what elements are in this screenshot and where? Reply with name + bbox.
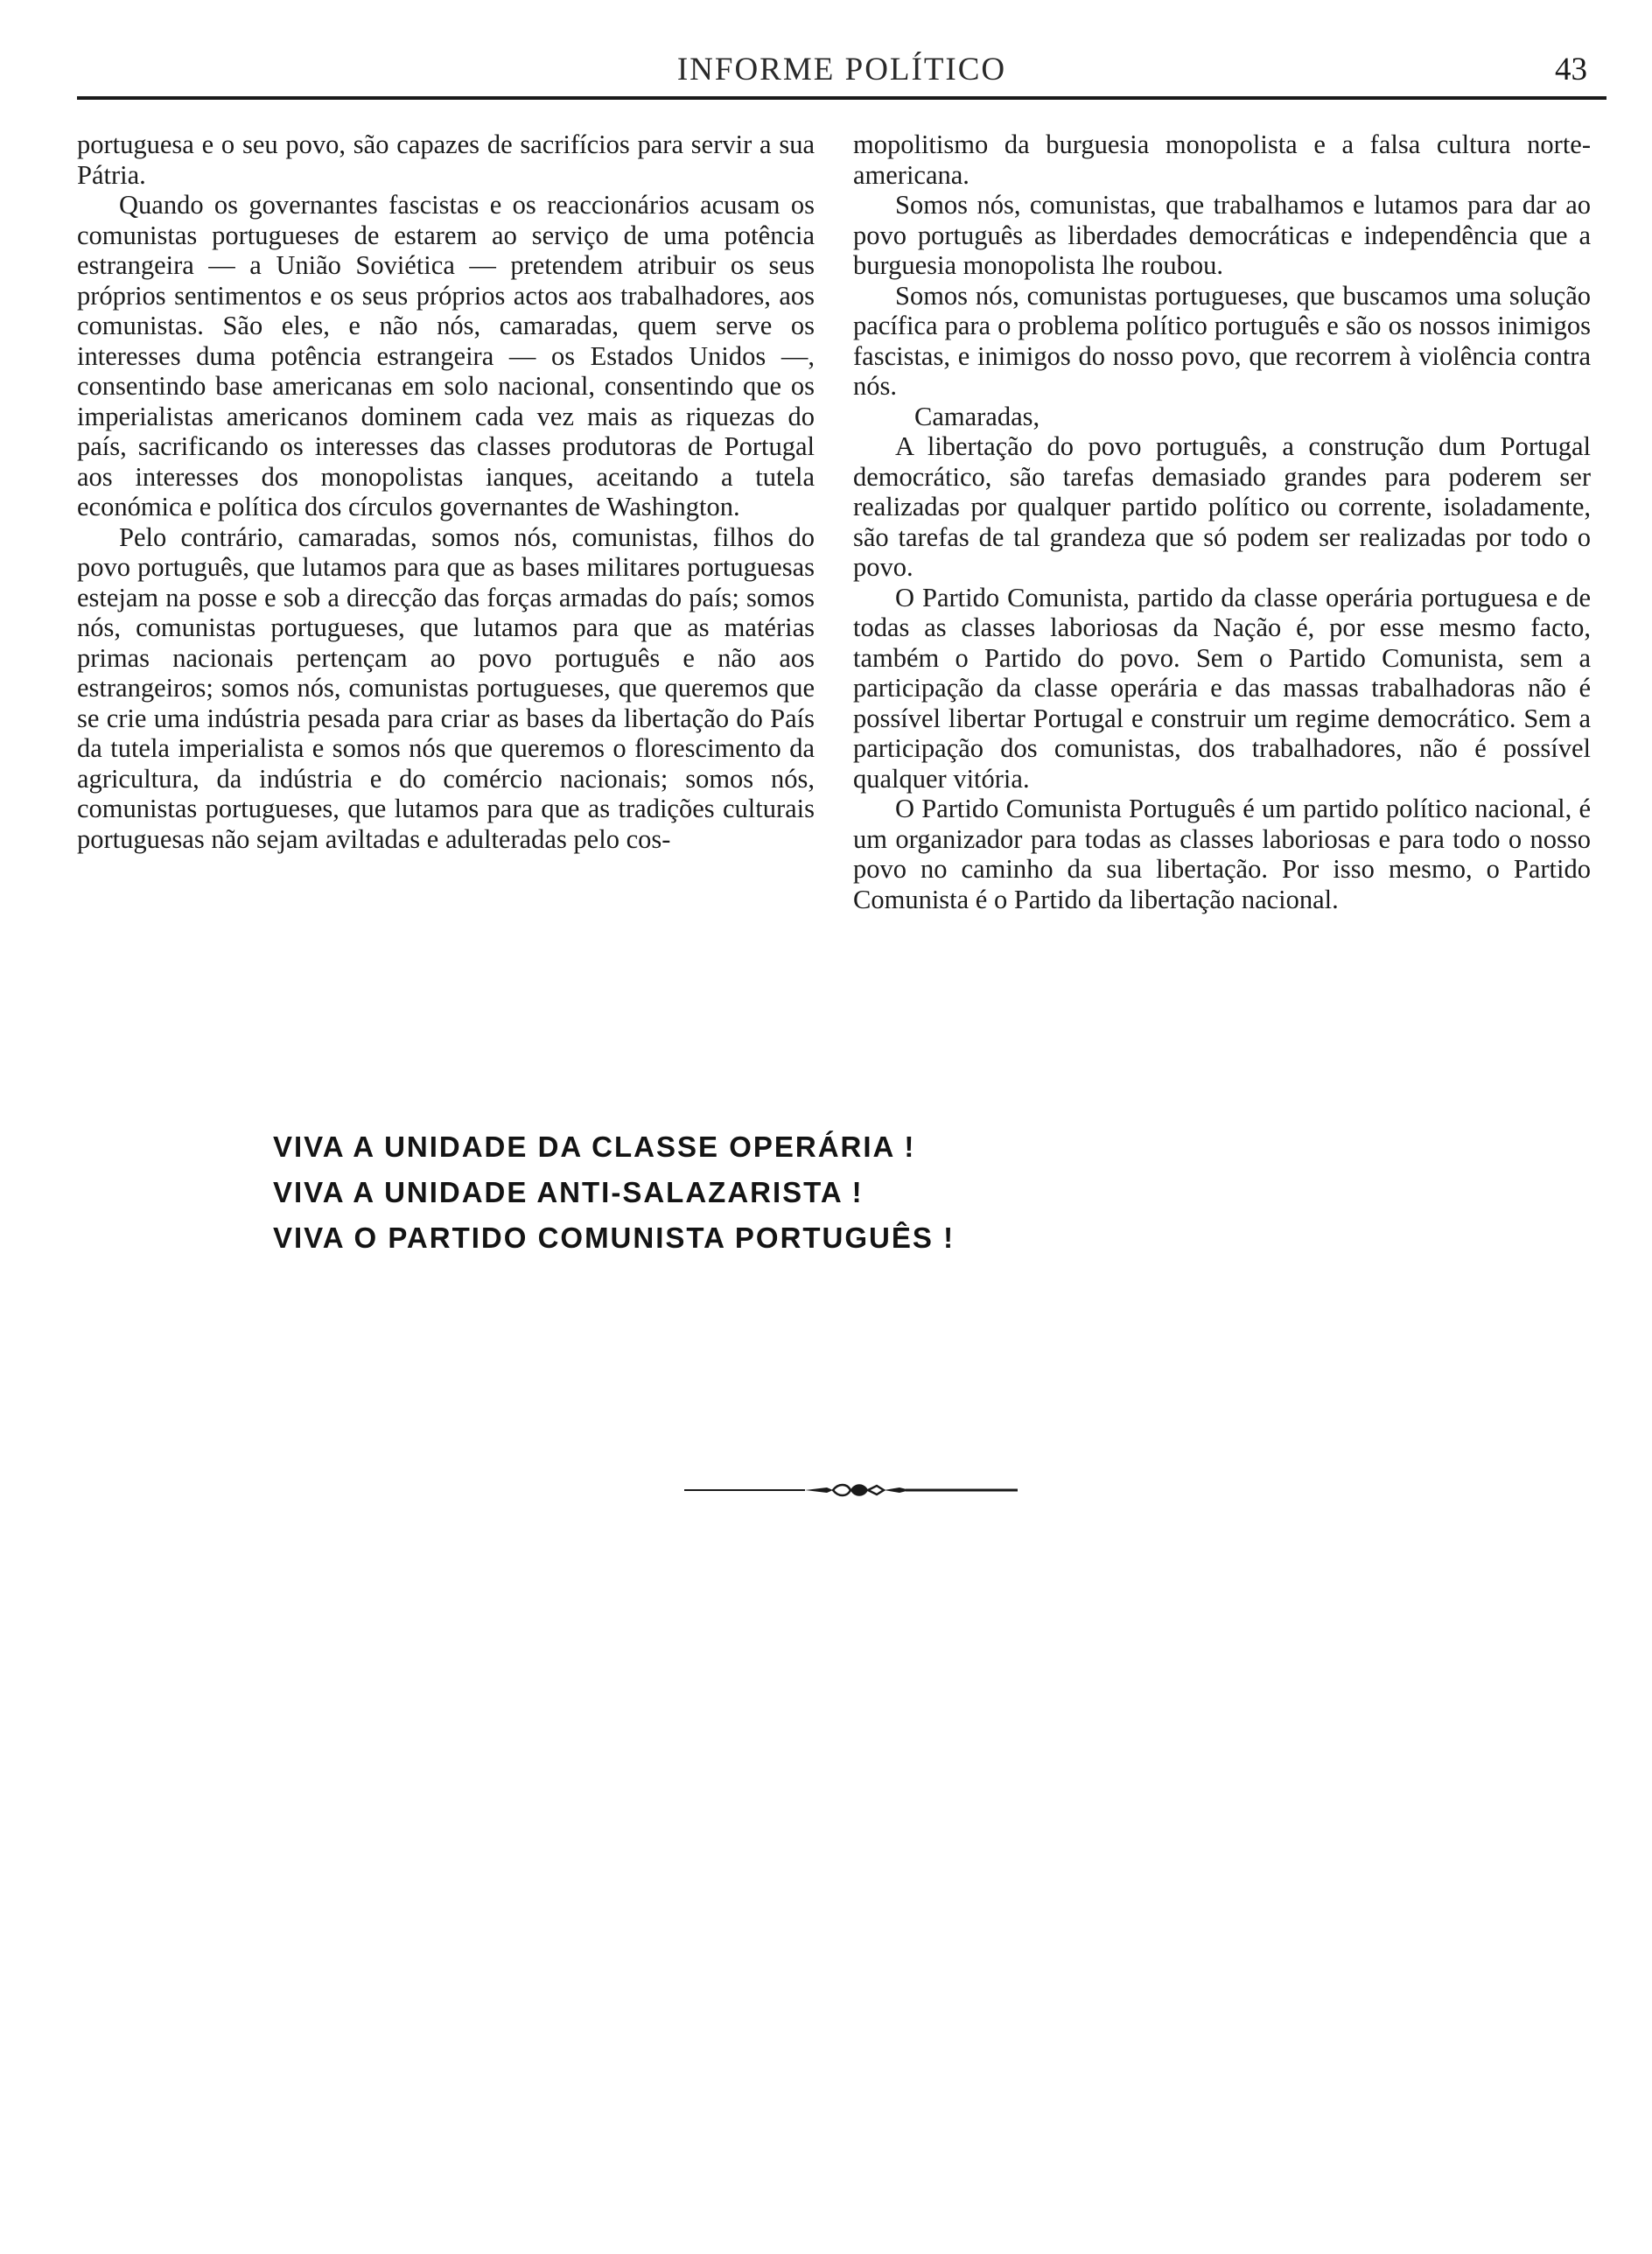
paragraph: O Partido Comunista, partido da classe operária portuguesa e de todas as classes laboriosas da Nação é, por esse mesmo facto, também o Partido do povo. Sem o Partido Comunista, sem a participação da classe operária e das massas trabalhadoras não é possível libertar Portugal e construir um regime democrático. Sem a participação dos comunistas, dos trabalhadores, não é possível qualquer vitória.: [853, 582, 1591, 794]
page-number: 43: [1555, 52, 1587, 88]
left-column: [77, 130, 815, 854]
slogan: VIVA A UNIDADE ANTI-SALAZARISTA !: [273, 1176, 864, 1208]
running-header: [77, 49, 1606, 98]
running-title: INFORME POLÍTICO: [676, 52, 1007, 88]
header-rule: [77, 96, 1606, 100]
paragraph: Quando os governantes fascistas e os reaccionários acusam os comunistas portugueses de estarem ao serviço de uma potência estrangeira — a União Soviética — pretendem atribuir os seus próprios sentimentos e os seus próprios actos aos trabalhadores, aos comunistas. São eles, e não nós, camaradas, quem serve os interesses duma potência estrangeira — os Estados Unidos —, consentindo base americanas em solo nacional, consentindo que os imperialistas americanos dominem cada vez mais as riquezas do país, sacrificando os interesses das classes produtoras de Portugal aos interesses dos monopolistas ianques, aceitando a tutela económica e política dos círculos governantes de Washington.: [77, 190, 815, 522]
paragraph: A libertação do povo português, a construção dum Portugal democrático, são tarefas demasiado grandes para poderem ser realizadas por qualquer partido político ou corrente, isoladamente, são tarefas de tal grandeza que só podem ser realizadas por todo o povo.: [853, 431, 1591, 582]
right-column: [853, 130, 1591, 914]
slogan: VIVA O PARTIDO COMUNISTA PORTUGUÊS !: [273, 1222, 956, 1254]
paragraph: Pelo contrário, camaradas, somos nós, comunistas, filhos do povo português, que lutamos para que as bases militares portuguesas estejam na posse e sob a direcção das forças armadas do país; somos nós, comunistas portugueses, que lutamos para que as matérias primas nacionais pertençam ao povo português e não aos estrangeiros; somos nós, comunistas portugueses, que queremos que se crie uma indústria pesada para criar as bases da libertação do País da tutela imperialista e somos nós que queremos o florescimento da agricultura, da indústria e do comércio nacionais; somos nós, comunistas portugueses, que lutamos para que as tradições culturais portuguesas não sejam aviltadas e adulteradas pelo cos-: [77, 522, 815, 854]
paragraph: Somos nós, comunistas, que trabalhamos e lutamos para dar ao povo português as liberdades democráticas e independência que a burguesia monopolista lhe roubou.: [853, 190, 1591, 280]
decorative-rule-ornament-icon: [682, 1479, 1019, 1502]
paragraph: mopolitismo da burguesia monopolista e a falsa cultura norte-americana.: [853, 130, 1591, 190]
slogans-block: [273, 1124, 1148, 1261]
salutation: Camaradas,: [914, 401, 1040, 431]
paragraph: Somos nós, comunistas portugueses, que buscamos uma solução pacífica para o problema político português e são os nossos inimigos fascistas, e inimigos do nosso povo, que recorrem à violência contra nós.: [853, 280, 1591, 401]
paragraph: portuguesa e o seu povo, são capazes de sacrifícios para servir a sua Pátria.: [77, 130, 815, 190]
slogan: VIVA A UNIDADE DA CLASSE OPERÁRIA !: [273, 1130, 916, 1163]
paragraph: O Partido Comunista Português é um partido político nacional, é um organizador para todas as classes laboriosas e para todo o nosso povo no caminho da sua libertação. Por isso mesmo, o Partido Comunista é o Partido da libertação nacional.: [853, 794, 1591, 914]
